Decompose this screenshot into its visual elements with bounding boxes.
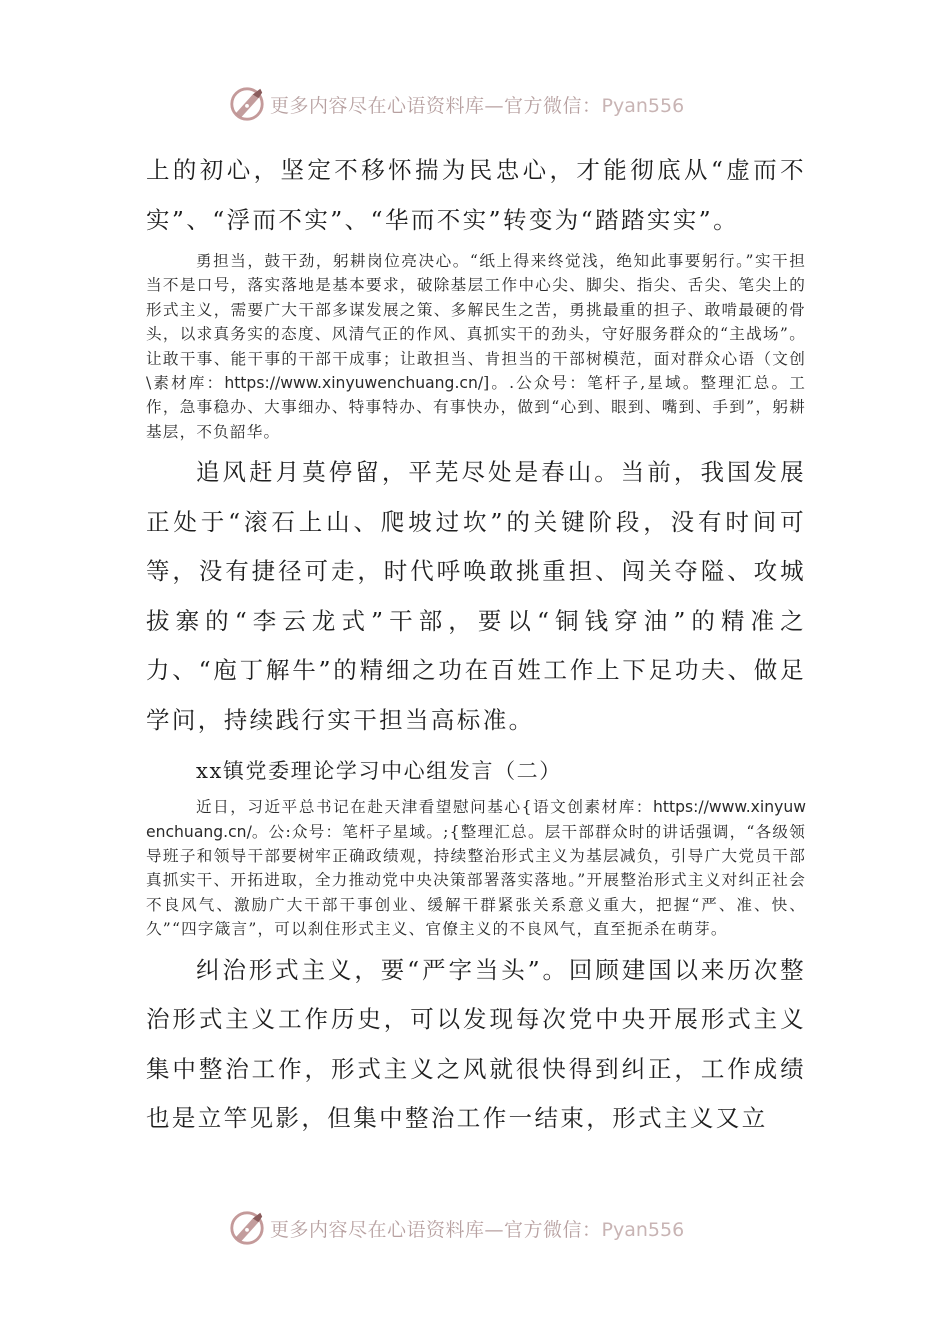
paragraph-1: 上的初心，坚定不移怀揣为民忠心，才能彻底从“虚而不实”、“浮而不实”、“华而不实”转变为“踏踏实实”。	[146, 156, 806, 234]
watermark-text	[270, 91, 684, 118]
pen-nib-logo-icon	[228, 85, 266, 123]
paragraph-4-text-b: 。公:众号：笔杆子星域。;{整理汇总。层干部群众时的讲话强调，“各级领导班子和领导干部要树牢正确政绩观，持续整治形式主义为基层减负，引导广大党员干部真抓实干、开拓进取，全力推动党中央决策部署落实落地。”开展整治形式主义对纠正社会不良风气、激励广大干部干事创业、缓解干群紧张关系意义重大，把握“严、准、快、久”“四字箴言”，可以刹住形式主义、官僚主义的不良风气，直至扼杀在萌芽。	[146, 822, 806, 939]
watermark-label: 更多内容尽在心语资料库—官方微信：	[270, 1218, 602, 1241]
document-body	[146, 146, 806, 1144]
paragraph-2-text-a: 勇担当，鼓干劲，躬耕岗位亮决心。“纸上得来终觉浅，绝知此事要躬行。”实干担当不是口号，落实落地是基本要求，破除基层工作中心尖、脚尖、指尖、舌尖、笔尖上的形式主义，需要广大干部多谋发展之策、多解民生之苦，勇挑最重的担子、敢啃最硬的骨头，以求真务实的态度、风清气正的作风、真抓实干的劲头，守好服务群众的“主战场”。让敢干事、能干事的干部干成事；让敢担当、肯担当的干部树模范，面对群众心语（文创\素材库：	[146, 252, 806, 393]
footer-watermark	[228, 1208, 684, 1248]
paragraph-2	[146, 249, 806, 444]
watermark-label: 更多内容尽在心语资料库—官方微信：	[270, 94, 602, 117]
header-watermark	[228, 84, 684, 124]
paragraph-4-text-a: 近日，习近平总书记在赴天津看望慰问基心{语文创素材库：	[196, 798, 653, 817]
paragraph-5: 纠治形式主义，要“严字当头”。回顾建国以来历次整治形式主义工作历史，可以发现每次党中央开展形式主义集中整治工作，形式主义之风就很快得到纠正，工作成绩也是立竿见影，但集中整治工作一结束，形式主义又立	[146, 955, 806, 1133]
wechat-id: Pyan556	[601, 94, 685, 117]
paragraph-4-url: https://www.xinyuwenchuang.cn/	[146, 798, 806, 841]
wechat-id: Pyan556	[601, 1218, 685, 1241]
watermark-text	[270, 1215, 684, 1242]
paragraph-2-text-b: ]。.公众号：笔杆子,星域。整理汇总。工作，急事稳办、大事细办、特事特办、有事快办，做到“心到、眼到、嘴到、手到”，躬耕基层，不负韶华。	[146, 374, 806, 441]
paragraph-3: 追风赶月莫停留，平芜尽处是春山。当前，我国发展正处于“滚石上山、爬坡过坎”的关键阶段，没有时间可等，没有捷径可走，时代呼唤敢挑重担、闯关夺隘、攻城拔寨的“李云龙式”干部，要以“铜钱穿油”的精准之力、“庖丁解牛”的精细之功在百姓工作上下足功夫、做足学问，持续践行实干担当高标准。	[146, 458, 806, 734]
paragraph-2-url: https://www.xinyuwenchuang.cn/	[224, 374, 484, 393]
pen-nib-logo-icon	[228, 1209, 266, 1247]
paragraph-4	[146, 795, 806, 941]
section-heading: xx镇党委理论学习中心组发言（二）	[196, 759, 562, 784]
